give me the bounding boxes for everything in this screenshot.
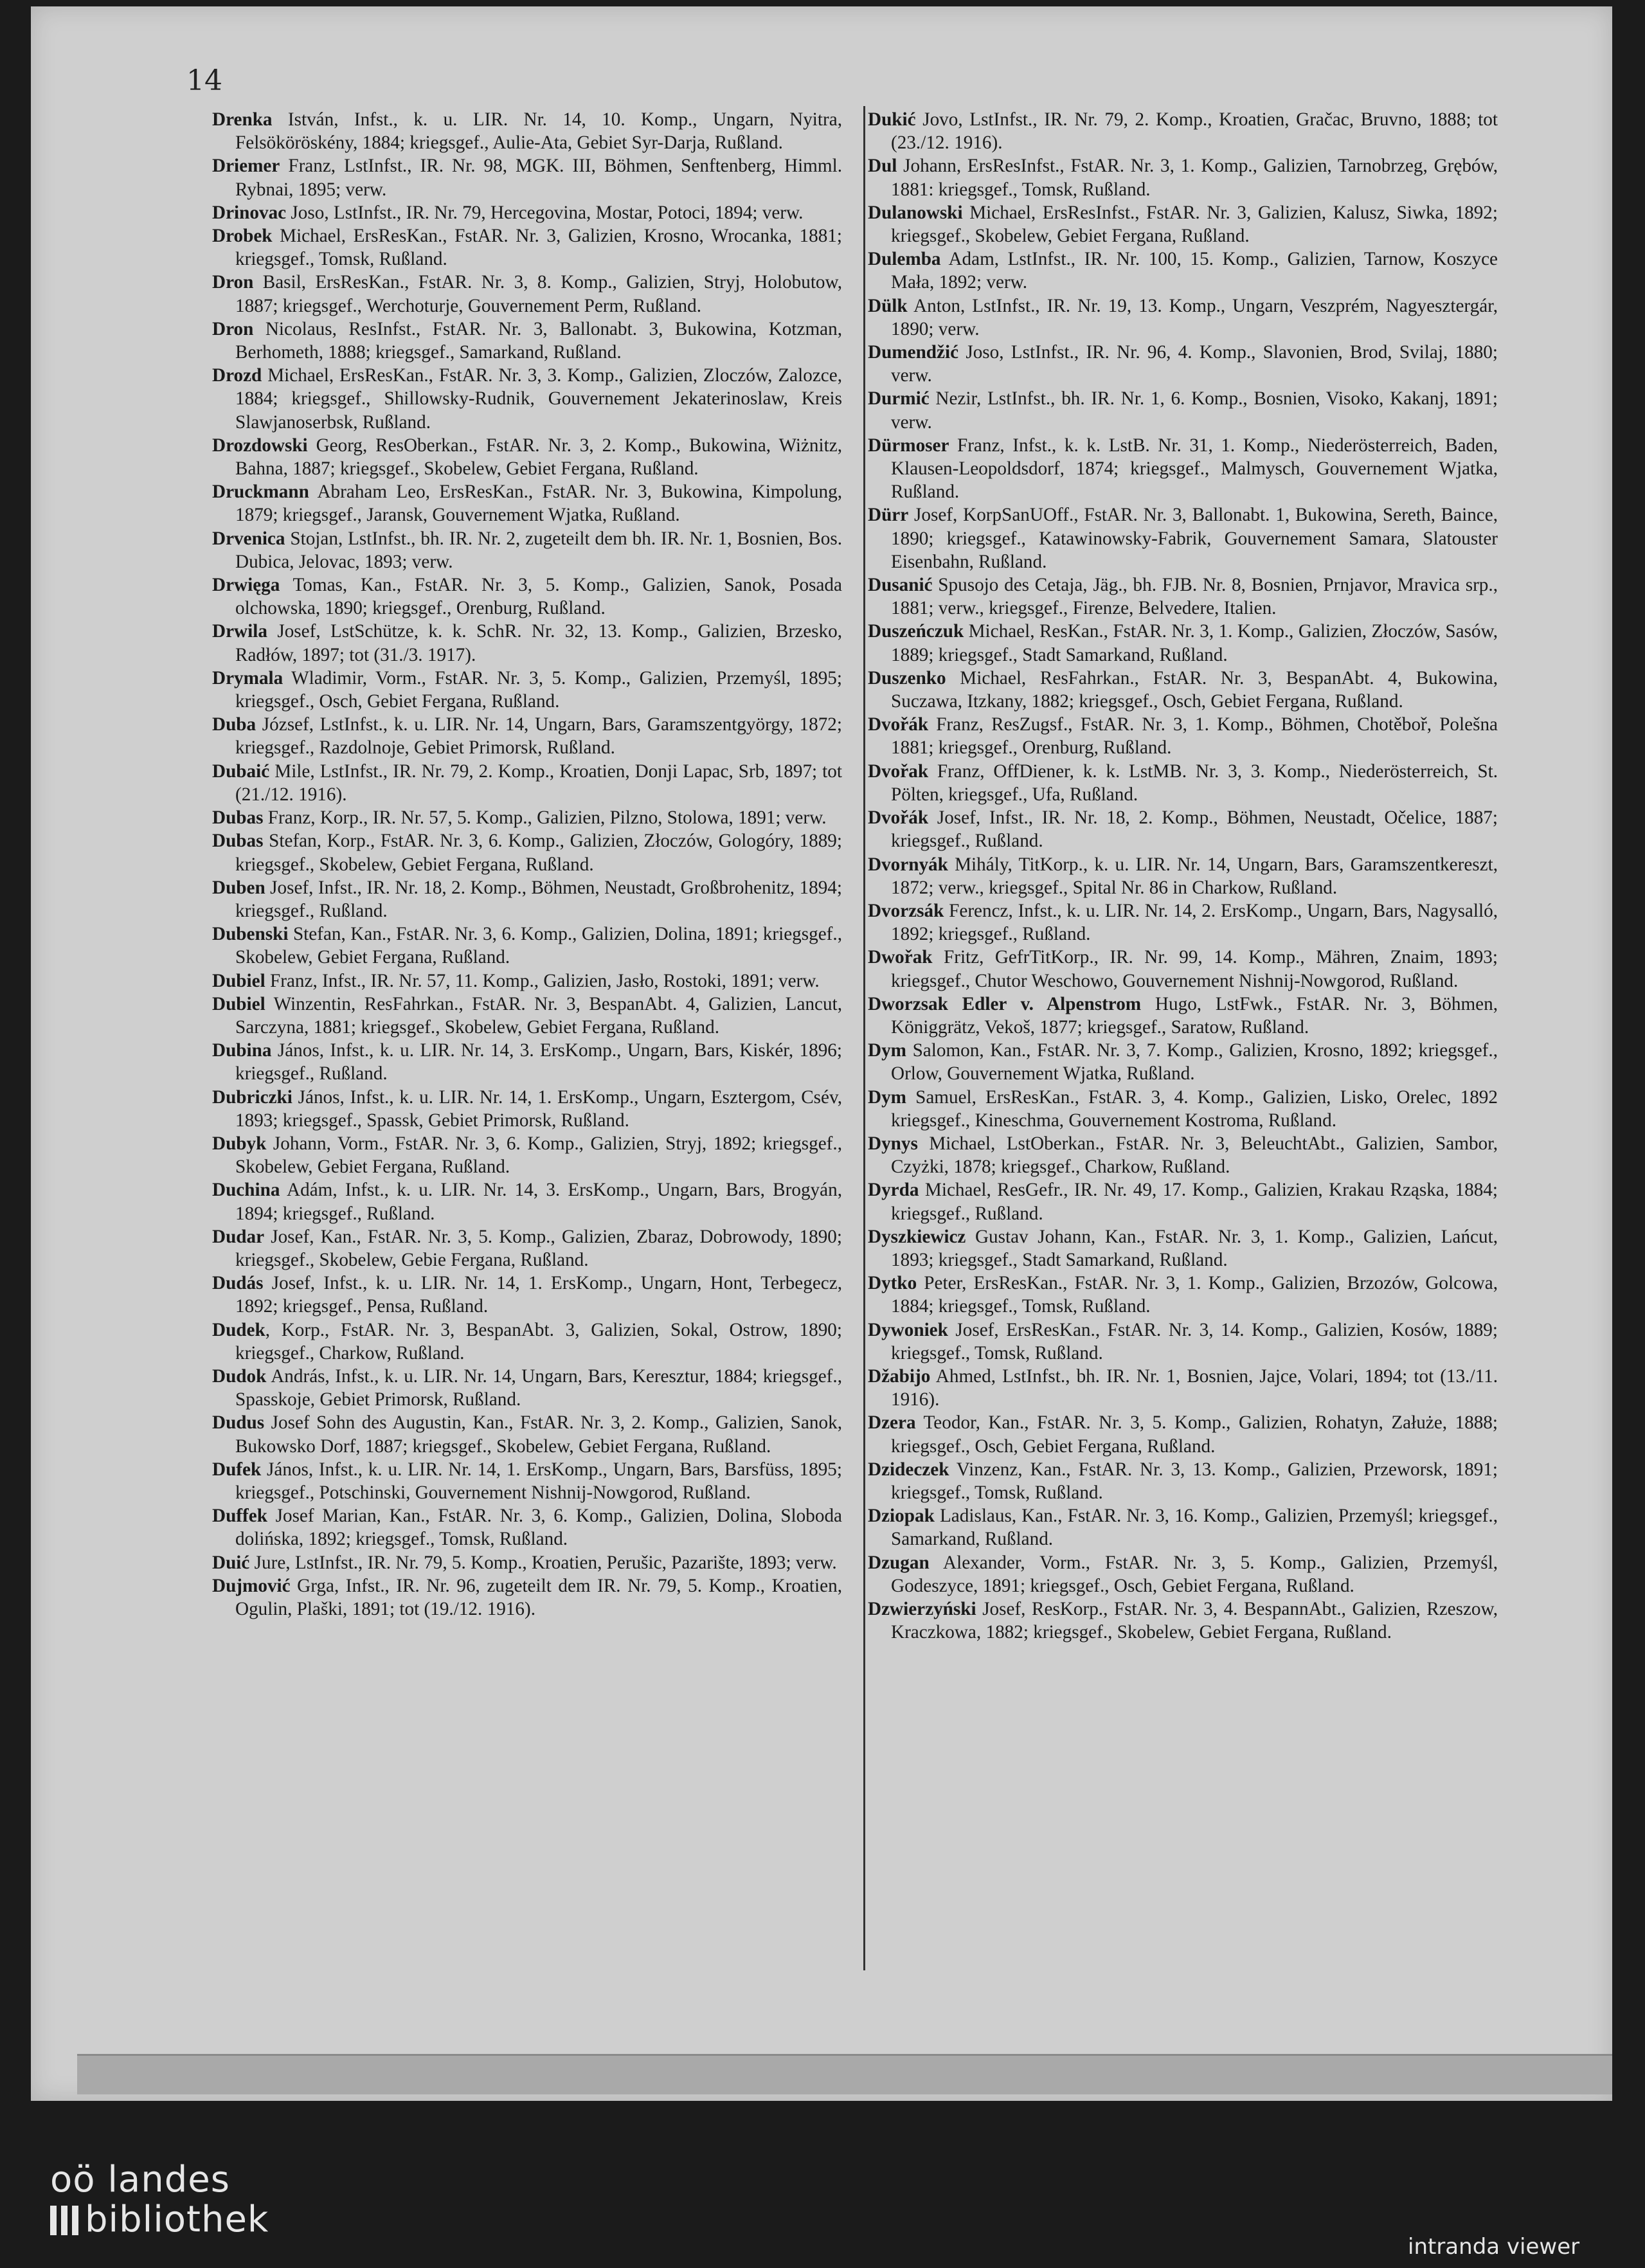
entry-surname: Dvořák [868, 714, 929, 735]
entry-details: Josef, Infst., IR. Nr. 18, 2. Komp., Böhmen, Neustadt, Großbrohenitz, 1894; kriegsgef., Rußland. [235, 877, 842, 921]
entry-surname: Dudus [212, 1412, 265, 1434]
entry-surname: Drwięga [212, 575, 280, 596]
entry-surname: Dywoniek [868, 1319, 948, 1340]
register-entry [212, 1086, 842, 1132]
entry-surname: Dul [868, 156, 897, 177]
entry-details: Stefan, Korp., FstAR. Nr. 3, 6. Komp., Galizien, Złoczów, Gologóry, 1889; kriegsgef., Skobelew, Gebiet Fergana, Rußland. [235, 831, 842, 875]
entry-details: János, Infst., k. u. LIR. Nr. 14, 3. ErsKomp., Ungarn, Bars, Kiskér, 1896; kriegsgef., Rußland. [235, 1040, 842, 1084]
register-entry [212, 713, 842, 759]
entry-details: Josef, Kan., FstAR. Nr. 3, 5. Komp., Galizien, Zbaraz, Dobrowody, 1890; kriegsgef., Skobelew, Gebie Fergana, Rußland. [235, 1226, 842, 1270]
register-entry [868, 108, 1498, 154]
entry-details: Joso, LstInfst., IR. Nr. 79, Hercegovina, Mostar, Potoci, 1894; verw. [286, 202, 804, 223]
entry-surname: Dürmoser [868, 435, 949, 456]
entry-surname: Dym [868, 1086, 906, 1108]
entry-details: Anton, LstInfst., IR. Nr. 19, 13. Komp., Ungarn, Veszprém, Nagyesztergár, 1890; verw. [891, 295, 1498, 339]
entry-details: Nicolaus, ResInfst., FstAR. Nr. 3, Ballonabt. 3, Bukowina, Kotzman, Berhometh, 1888; kriegsgef., Samarkand, Rußland. [235, 318, 842, 363]
entry-surname: Džabijo [868, 1365, 931, 1387]
register-entry [868, 1132, 1498, 1178]
register-entry [868, 1411, 1498, 1457]
entry-surname: Dudar [212, 1226, 265, 1247]
entry-details: Franz, ResZugsf., FstAR. Nr. 3, 1. Komp., Böhmen, Chotěboř, Polešna 1881; kriegsgef., Orenburg, Rußland. [891, 714, 1498, 759]
entry-surname: Dubyk [212, 1133, 267, 1154]
register-entry [868, 1598, 1498, 1644]
entry-surname: Duić [212, 1552, 250, 1573]
entry-surname: Dudek [212, 1319, 265, 1340]
register-entry [868, 713, 1498, 759]
register-entry [212, 573, 842, 620]
entry-surname: Drymala [212, 667, 283, 688]
entry-surname: Duszenko [868, 667, 946, 688]
entry-details: Alexander, Vorm., FstAR. Nr. 3, 5. Komp., Galizien, Przemyśl, Godeszyce, 1891; kriegsgef., Osch, Gebiet Fergana, Rußland. [891, 1552, 1498, 1596]
entry-details: Michael, ResFahrkan., FstAR. Nr. 3, BespanAbt. 4, Bukowina, Suczawa, Itzkany, 1882; kriegsgef., Osch, Gebiet Fergana, Rußland. [891, 667, 1498, 712]
register-entry [868, 1551, 1498, 1598]
entry-details: Ferencz, Infst., k. u. LIR. Nr. 14, 2. ErsKomp., Ungarn, Bars, Nagysalló, 1892; kriegsgef., Rußland. [891, 900, 1498, 945]
register-entry [868, 387, 1498, 433]
entry-details: Stojan, LstInfst., bh. IR. Nr. 2, zugeteilt dem bh. IR. Nr. 1, Bosnien, Bos. Dubica, Jelovac, 1893; verw. [235, 528, 842, 572]
register-entry [212, 108, 842, 154]
entry-surname: Dubas [212, 831, 264, 852]
register-entry [212, 829, 842, 876]
register-entry [212, 620, 842, 666]
entry-details: Salomon, Kan., FstAR. Nr. 3, 7. Komp., Galizien, Krosno, 1892; kriegsgef., Orlow, Gouvernement Wjatka, Rußland. [891, 1040, 1498, 1084]
register-entry [212, 1318, 842, 1365]
entry-surname: Dvořak [868, 760, 929, 782]
entry-surname: Druckmann [212, 482, 309, 503]
entry-details: Franz, OffDiener, k. k. LstMB. Nr. 3, 3. Komp., Niederösterreich, St. Pölten, kriegsgef., Ufa, Rußland. [891, 760, 1498, 805]
register-entry [868, 294, 1498, 341]
entry-details: Josef Sohn des Augustin, Kan., FstAR. Nr. 3, 2. Komp., Galizien, Sanok, Bukowsko Dorf, 1887; kriegsgef., Skobelew, Gebiet Fergana, Rußland. [235, 1412, 842, 1457]
entry-surname: Dürr [868, 505, 909, 526]
register-entry [212, 1365, 842, 1411]
entry-details: Spusojo des Cetaja, Jäg., bh. FJB. Nr. 8, Bosnien, Prnjavor, Mravica srp., 1881; verw., kriegsgef., Firenze, Belvedere, Italien. [891, 575, 1498, 619]
entry-surname: Dukić [868, 109, 916, 130]
register-entry [212, 1411, 842, 1457]
entry-surname: Durmić [868, 388, 930, 410]
register-entry [212, 271, 842, 317]
entry-details: Vinzenz, Kan., FstAR. Nr. 3, 13. Komp., Galizien, Przeworsk, 1891; kriegsgef., Tomsk, Rußland. [891, 1459, 1498, 1503]
entry-details: Gustav Johann, Kan., FstAR. Nr. 3, 1. Komp., Galizien, Lańcut, 1893; kriegsgef., Stadt Samarkand, Rußland. [891, 1226, 1498, 1270]
entry-details: Abraham Leo, ErsResKan., FstAR. Nr. 3, Bukowina, Kimpolung, 1879; kriegsgef., Jaransk, Gouvernement Wjatka, Rußland. [235, 482, 842, 526]
register-entry [868, 1086, 1498, 1132]
entry-surname: Drenka [212, 109, 273, 130]
entry-surname: Dron [212, 272, 254, 293]
entry-details: , Korp., FstAR. Nr. 3, BespanAbt. 3, Galizien, Sokal, Ostrow, 1890; kriegsgef., Charkow, Rußland. [235, 1319, 842, 1364]
register-entry [212, 527, 842, 573]
entry-details: Stefan, Kan., FstAR. Nr. 3, 6. Komp., Galizien, Dolina, 1891; kriegsgef., Skobelew, Gebiet Fergana, Rußland. [235, 924, 842, 968]
register-entry [212, 806, 842, 829]
register-entry [212, 760, 842, 806]
register-entry [868, 667, 1498, 713]
page-number: 14 [186, 64, 222, 97]
entry-surname: Dzwierzyński [868, 1599, 976, 1619]
entry-surname: Dubiel [212, 993, 265, 1014]
entry-details: Johann, ErsResInfst., FstAR. Nr. 3, 1. Komp., Galizien, Tarnobrzeg, Grębów, 1881: kriegsgef., Tomsk, Rußland. [891, 156, 1498, 200]
register-entry [868, 946, 1498, 992]
register-entry [212, 1225, 842, 1272]
entry-details: Fritz, GefrTitKorp., IR. Nr. 99, 14. Komp., Mähren, Znaim, 1893; kriegsgef., Chutor Weschowo, Gouvernement Nishnij-Nowgorod, Rußland. [891, 947, 1498, 991]
entry-details: Ahmed, LstInfst., bh. IR. Nr. 1, Bosnien, Jajce, Volari, 1894; tot (13./11. 1916). [891, 1365, 1498, 1410]
register-entry [212, 923, 842, 969]
entry-surname: Dyrda [868, 1180, 919, 1201]
entry-details: Jure, LstInfst., IR. Nr. 79, 5. Komp., Kroatien, Perušic, Pazarište, 1893; verw. [249, 1552, 837, 1573]
entry-details: Joso, LstInfst., IR. Nr. 96, 4. Komp., Slavonien, Brod, Svilaj, 1880; verw. [891, 342, 1498, 386]
logo-line1: oö landes [50, 2159, 230, 2200]
entry-details: Josef Marian, Kan., FstAR. Nr. 3, 6. Komp., Galizien, Dolina, Sloboda dolińska, 1892; kriegsgef., Tomsk, Rußland. [235, 1506, 842, 1550]
register-entry [212, 969, 842, 993]
entry-details: Franz, Korp., IR. Nr. 57, 5. Komp., Galizien, Pilzno, Stolowa, 1891; verw. [263, 807, 827, 829]
register-entry [212, 1504, 842, 1551]
entry-surname: Dworzsak Edler v. Alpenstrom [868, 993, 1142, 1014]
register-entry [212, 1272, 842, 1318]
entry-surname: Dym [868, 1040, 906, 1061]
entry-surname: Dvořák [868, 807, 929, 829]
entry-surname: Dumendžić [868, 342, 959, 363]
register-entry [868, 1504, 1498, 1551]
register-entry [212, 224, 842, 271]
entry-details: Grga, Infst., IR. Nr. 96, zugeteilt dem IR. Nr. 79, 5. Komp., Kroatien, Ogulin, Plaški, 1891; tot (19./12. 1916). [235, 1575, 842, 1619]
entry-details: Jovo, LstInfst., IR. Nr. 79, 2. Komp., Kroatien, Gračac, Bruvno, 1888; tot (23./12. 1916). [891, 109, 1498, 154]
entry-surname: Duben [212, 877, 265, 898]
left-column [212, 108, 842, 1621]
register-entry [212, 1574, 842, 1621]
register-entry [868, 1318, 1498, 1365]
entry-surname: Drvenica [212, 528, 285, 549]
entry-details: Josef, KorpSanUOff., FstAR. Nr. 3, Ballonabt. 1, Bukowina, Sereth, Baince, 1890; kriegsgef., Katawinowsky-Fabrik, Gouvernement Samara, Slatouster Eisenbahn, Rußland. [891, 505, 1498, 572]
logo-line2: bibliothek [85, 2199, 269, 2240]
entry-details: Mihály, TitKorp., k. u. LIR. Nr. 14, Ungarn, Bars, Garamszentkereszt, 1872; verw., kriegsgef., Spital Nr. 86 in Charkow, Rußland. [891, 854, 1498, 898]
right-column [868, 108, 1498, 1644]
entry-surname: Dron [212, 318, 254, 339]
register-entry [868, 620, 1498, 666]
entry-surname: Dujmović [212, 1575, 291, 1596]
entry-details: János, Infst., k. u. LIR. Nr. 14, 1. ErsKomp., Ungarn, Bars, Barsfüss, 1895; kriegsgef., Potschinski, Gouvernement Nishnij-Nowgorod, Rußland. [235, 1459, 842, 1503]
entry-surname: Dwořak [868, 947, 933, 968]
entry-surname: Dvornyák [868, 854, 948, 875]
entry-details: Samuel, ErsResKan., FstAR. 3, 4. Komp., Galizien, Lisko, Orelec, 1892 kriegsgef., Kineschma, Gouvernement Kostroma, Rußland. [891, 1086, 1498, 1131]
entry-surname: Duba [212, 714, 256, 735]
entry-surname: Dzera [868, 1412, 916, 1434]
entry-surname: Dubriczki [212, 1086, 292, 1108]
entry-details: Tomas, Kan., FstAR. Nr. 3, 5. Komp., Galizien, Sanok, Posada olchowska, 1890; kriegsgef., Orenburg, Rußland. [235, 575, 842, 619]
library-logo[interactable] [50, 2160, 269, 2240]
entry-surname: Duffek [212, 1506, 267, 1527]
entry-details: Johann, Vorm., FstAR. Nr. 3, 6. Komp., Galizien, Stryj, 1892; kriegsgef., Skobelew, Gebiet Fergana, Rußland. [235, 1133, 842, 1178]
entry-surname: Drozdowski [212, 435, 308, 456]
register-entry [868, 1458, 1498, 1504]
register-entry [868, 1225, 1498, 1272]
entry-details: Michael, LstOberkan., FstAR. Nr. 3, BeleuchtAbt., Galizien, Sambor, Czyżki, 1878; kriegsgef., Charkow, Rußland. [891, 1133, 1498, 1178]
entry-surname: Dudás [212, 1273, 264, 1294]
entry-details: István, Infst., k. u. LIR. Nr. 14, 10. Komp., Ungarn, Nyitra, Felsököröskény, 1884; kriegsgef., Aulie-Ata, Gebiet Syr-Darja, Rußland. [235, 109, 842, 154]
entry-details: Wladimir, Vorm., FstAR. Nr. 3, 5. Komp., Galizien, Przemyśl, 1895; kriegsgef., Osch, Gebiet Fergana, Rußland. [235, 667, 842, 712]
entry-details: Michael, ResKan., FstAR. Nr. 3, 1. Komp., Galizien, Złoczów, Sasów, 1889; kriegsgef., Stadt Samarkand, Rußland. [891, 621, 1498, 665]
viewer-label[interactable]: intranda viewer [1408, 2234, 1580, 2260]
entry-details: Franz, LstInfst., IR. Nr. 98, MGK. III, Böhmen, Senftenberg, Himml. Rybnai, 1895; verw. [235, 156, 842, 200]
register-entry [212, 480, 842, 526]
register-entry [868, 853, 1498, 899]
entry-details: András, Infst., k. u. LIR. Nr. 14, Ungarn, Bars, Keresztur, 1884; kriegsgef., Spasskoje, Gebiet Primorsk, Rußland. [235, 1365, 842, 1410]
entry-details: Adam, LstInfst., IR. Nr. 100, 15. Komp., Galizien, Tarnow, Koszyce Mała, 1892; verw. [891, 249, 1498, 293]
entry-surname: Dvorzsák [868, 900, 944, 921]
page-edge [77, 2054, 1612, 2094]
entry-details: Josef, Infst., k. u. LIR. Nr. 14, 1. ErsKomp., Ungarn, Hont, Terbegecz, 1892; kriegsgef., Pensa, Rußland. [235, 1273, 842, 1317]
register-entry [212, 434, 842, 480]
register-entry [868, 1039, 1498, 1085]
entry-surname: Drozd [212, 365, 262, 386]
register-entry [212, 318, 842, 364]
register-entry [868, 899, 1498, 946]
entry-details: Winzentin, ResFahrkan., FstAR. Nr. 3, BespanAbt. 4, Galizien, Lancut, Sarczyna, 1881; kriegsgef., Skobelew, Gebiet Fergana, Rußland. [235, 993, 842, 1038]
entry-surname: Dziopak [868, 1506, 935, 1527]
entry-details: Michael, ResGefr., IR. Nr. 49, 17. Komp., Galizien, Krakau Rząska, 1884; kriegsgef., Rußland. [891, 1180, 1498, 1224]
register-entry [868, 806, 1498, 852]
entry-surname: Dyszkiewicz [868, 1226, 966, 1247]
entry-details: Josef, LstSchütze, k. k. SchR. Nr. 32, 13. Komp., Galizien, Brzesko, Radłów, 1897; tot (31./3. 1917). [235, 621, 842, 665]
column-divider [863, 106, 865, 1970]
register-entry [212, 201, 842, 224]
entry-details: Mile, LstInfst., IR. Nr. 79, 2. Komp., Kroatien, Donji Lapac, Srb, 1897; tot (21./12. 1916). [235, 760, 842, 805]
register-entry [212, 667, 842, 713]
register-entry [868, 1365, 1498, 1411]
entry-surname: Dülk [868, 295, 908, 316]
register-entry [868, 341, 1498, 387]
entry-surname: Drwila [212, 621, 267, 642]
entry-surname: Dudok [212, 1365, 267, 1387]
entry-details: Michael, ErsResKan., FstAR. Nr. 3, 3. Komp., Galizien, Zloczów, Zalozce, 1884; kriegsgef., Shillowsky-Rudnik, Gouvernement Jekaterinoslaw, Kreis Slawjanoserbsk, Rußland. [235, 365, 842, 433]
register-entry [212, 154, 842, 201]
entry-details: Georg, ResOberkan., FstAR. Nr. 3, 2. Komp., Bukowina, Wiżnitz, Bahna, 1887; kriegsgef., Skobelew, Gebiet Fergana, Rußland. [235, 435, 842, 480]
entry-details: Franz, Infst., IR. Nr. 57, 11. Komp., Galizien, Jasło, Rostoki, 1891; verw. [265, 970, 820, 991]
entry-surname: Dulanowski [868, 202, 963, 223]
entry-details: Josef, ResKorp., FstAR. Nr. 3, 4. BespannAbt., Galizien, Rzeszow, Kraczkowa, 1882; kriegsgef., Skobelew, Gebiet Fergana, Rußland. [891, 1599, 1498, 1643]
register-entry [212, 1132, 842, 1178]
register-entry [212, 364, 842, 434]
register-entry [212, 993, 842, 1039]
entry-details: József, LstInfst., k. u. LIR. Nr. 14, Ungarn, Bars, Garamszentgyörgy, 1872; kriegsgef., Razdolnoje, Gebiet Primorsk, Rußland. [235, 714, 842, 759]
entry-details: Josef, Infst., IR. Nr. 18, 2. Komp., Böhmen, Neustadt, Očelice, 1887; kriegsgef., Rußland. [891, 807, 1498, 852]
register-entry [868, 503, 1498, 573]
register-entry [868, 760, 1498, 806]
register-entry [868, 1272, 1498, 1318]
register-entry [868, 1178, 1498, 1225]
entry-details: János, Infst., k. u. LIR. Nr. 14, 1. ErsKomp., Ungarn, Esztergom, Csév, 1893; kriegsgef., Spassk, Gebiet Primorsk, Rußland. [235, 1086, 842, 1131]
register-entry [212, 1458, 842, 1504]
entry-details: Ladislaus, Kan., FstAR. Nr. 3, 16. Komp., Galizien, Przemyśl; kriegsgef., Samarkand, Rußland. [891, 1506, 1498, 1550]
entry-surname: Dubaić [212, 760, 270, 782]
entry-details: Michael, ErsResKan., FstAR. Nr. 3, Galizien, Krosno, Wrocanka, 1881; kriegsgef., Tomsk, Rußland. [235, 226, 842, 270]
entry-surname: Dubenski [212, 924, 289, 945]
entry-surname: Dynys [868, 1133, 918, 1154]
register-entry [212, 876, 842, 923]
entry-details: Michael, ErsResInfst., FstAR. Nr. 3, Galizien, Kalusz, Siwka, 1892; kriegsgef., Skobelew, Gebiet Fergana, Rußland. [891, 202, 1498, 247]
entry-surname: Dzideczek [868, 1459, 949, 1480]
entry-surname: Dytko [868, 1273, 917, 1294]
entry-surname: Dusanić [868, 575, 933, 596]
entry-details: Teodor, Kan., FstAR. Nr. 3, 5. Komp., Galizien, Rohatyn, Załuże, 1888; kriegsgef., Osch, Gebiet Fergana, Rußland. [891, 1412, 1498, 1457]
entry-details: Josef, ErsResKan., FstAR. Nr. 3, 14. Komp., Galizien, Kosów, 1889; kriegsgef., Tomsk, Rußland. [891, 1319, 1498, 1364]
register-entry [868, 993, 1498, 1039]
register-entry [212, 1551, 842, 1574]
register-entry [868, 248, 1498, 294]
logo-bars-icon [50, 2206, 78, 2235]
register-entry [868, 573, 1498, 620]
entry-surname: Dubas [212, 807, 264, 829]
entry-details: Peter, ErsResKan., FstAR. Nr. 3, 1. Komp., Galizien, Brzozów, Golcowa, 1884; kriegsgef., Tomsk, Rußland. [891, 1273, 1498, 1317]
entry-surname: Dufek [212, 1459, 262, 1480]
register-entry [868, 154, 1498, 201]
entry-surname: Driemer [212, 156, 280, 177]
register-entry [212, 1039, 842, 1085]
entry-details: Basil, ErsResKan., FstAR. Nr. 3, 8. Komp., Galizien, Stryj, Holobutow, 1887; kriegsgef., Werchoturje, Gouvernement Perm, Rußland. [235, 272, 842, 316]
entry-details: Adám, Infst., k. u. LIR. Nr. 14, 3. ErsKomp., Ungarn, Bars, Brogyán, 1894; kriegsgef., Rußland. [235, 1180, 842, 1224]
entry-details: Nezir, LstInfst., bh. IR. Nr. 1, 6. Komp., Bosnien, Visoko, Kakanj, 1891; verw. [891, 388, 1498, 433]
entry-details: Hugo, LstFwk., FstAR. Nr. 3, Böhmen, Königgrätz, Vekoš, 1877; kriegsgef., Saratow, Rußland. [891, 993, 1498, 1038]
entry-surname: Dubiel [212, 970, 265, 991]
entry-surname: Duchina [212, 1180, 280, 1201]
entry-surname: Dzugan [868, 1552, 930, 1573]
register-entry [868, 201, 1498, 248]
entry-surname: Dulemba [868, 249, 941, 270]
entry-details: Franz, Infst., k. k. LstB. Nr. 31, 1. Komp., Niederösterreich, Baden, Klausen-Leopoldsdorf, 1874; kriegsgef., Malmysch, Gouvernement Wjatka, Rußland. [891, 435, 1498, 503]
entry-surname: Duszeńczuk [868, 621, 964, 642]
entry-surname: Drinovac [212, 202, 287, 223]
register-entry [868, 434, 1498, 504]
entry-surname: Drobek [212, 226, 273, 247]
entry-surname: Dubina [212, 1040, 272, 1061]
register-entry [212, 1178, 842, 1225]
